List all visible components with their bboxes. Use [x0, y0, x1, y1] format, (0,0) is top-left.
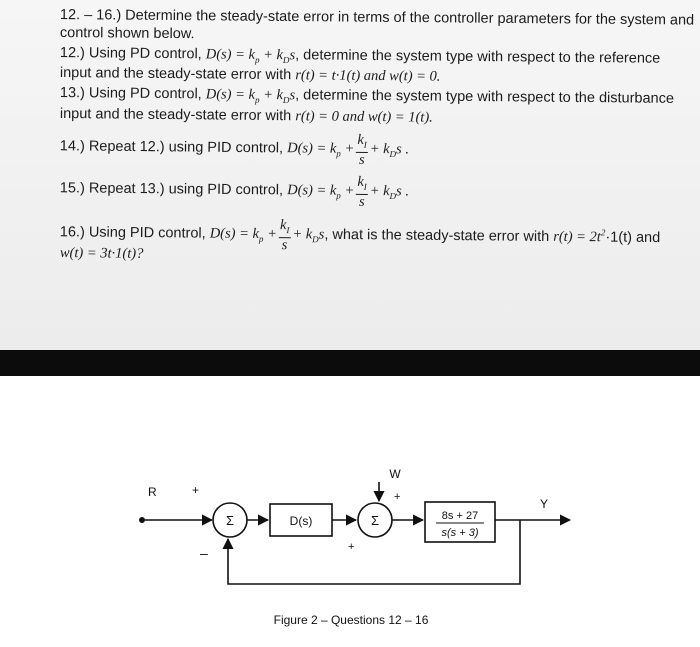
question-16	[60, 216, 661, 256]
question-15	[60, 172, 409, 209]
block-diagram-section	[0, 376, 700, 642]
q12-equation: $D(s) = k_p + k_Ds$	[205, 46, 296, 66]
question-13-line-2	[60, 105, 433, 127]
plant-denominator: s(s + 3)	[441, 527, 479, 539]
header-line-1: 12. – 16.) Determine the steady-state error in terms of the controller parameters for the system and	[59, 6, 695, 29]
q12-text-b: , determine the system type with respect to the reference	[295, 47, 661, 67]
plant-numerator: 8s + 27	[441, 510, 479, 522]
label-y: Y	[540, 497, 549, 511]
question-14	[60, 130, 409, 167]
figure-caption: Figure 2 – Questions 12 – 16	[273, 613, 429, 627]
label-plus-w: +	[394, 491, 401, 503]
q13-text: 13.) Using PD control,	[59, 84, 202, 103]
controller-label: D(s)	[289, 514, 313, 528]
q16-text-c: ·1(t) and	[605, 229, 661, 247]
label-plus-sum2: +	[348, 541, 355, 553]
q13-line2-equation: r(t) = 0 and w(t) = 1(t).	[295, 108, 433, 126]
q16-r-equation: $r(t) = 2t^2$	[553, 227, 606, 246]
q16-equation: $D(s) = k_p$ + $\frac{k_I}{s}$ + $k_Ds$	[209, 217, 325, 254]
q12-line2-text: input and the steady-state error with	[59, 64, 292, 84]
header-line-2: control shown below.	[59, 24, 195, 43]
label-plus-sum1: +	[192, 483, 200, 497]
label-minus: –	[200, 545, 208, 561]
q12-text: 12.) Using PD control,	[59, 44, 202, 63]
separator-band	[0, 350, 700, 376]
fraction-ki-over-s: $\frac{k_I}{s}$	[357, 131, 367, 168]
q13-text-b: , determine the system type with respect to the disturbance	[295, 87, 675, 107]
q14-equation: $D(s) = k_p$ + $\frac{k_I}{s}$ + $k_Ds$ .	[287, 131, 410, 168]
question-16-line-2	[60, 244, 144, 263]
question-12-line-2	[60, 64, 441, 86]
q15-text: 15.) Repeat 13.) using PID control,	[59, 180, 284, 199]
label-w: W	[389, 467, 401, 481]
q16-line2-equation: w(t) = 3t·1(t)?	[59, 244, 144, 262]
sigma-1: Σ	[225, 513, 235, 528]
q16-text-b: , what is the steady-state error with	[324, 226, 550, 245]
block-diagram	[0, 376, 700, 642]
q14-text: 14.) Repeat 12.) using PID control,	[59, 138, 284, 157]
q13-equation: $D(s) = k_p + k_Ds$	[205, 86, 296, 106]
problem-header-2	[60, 24, 195, 43]
q15-equation: $D(s) = k_p$ + $\frac{k_I}{s}$ + $k_Ds$ .	[287, 173, 410, 210]
fraction-ki-over-s: $\frac{k_I}{s}$	[279, 217, 290, 254]
q12-line2-equation: r(t) = t·1(t) and w(t) = 0.	[295, 67, 441, 85]
q16-text: 16.) Using PID control,	[59, 224, 206, 242]
q13-line2-text: input and the steady-state error with	[59, 105, 292, 125]
sigma-2: Σ	[370, 513, 380, 528]
fraction-ki-over-s: $\frac{k_I}{s}$	[357, 173, 367, 210]
label-r: R	[148, 485, 157, 499]
